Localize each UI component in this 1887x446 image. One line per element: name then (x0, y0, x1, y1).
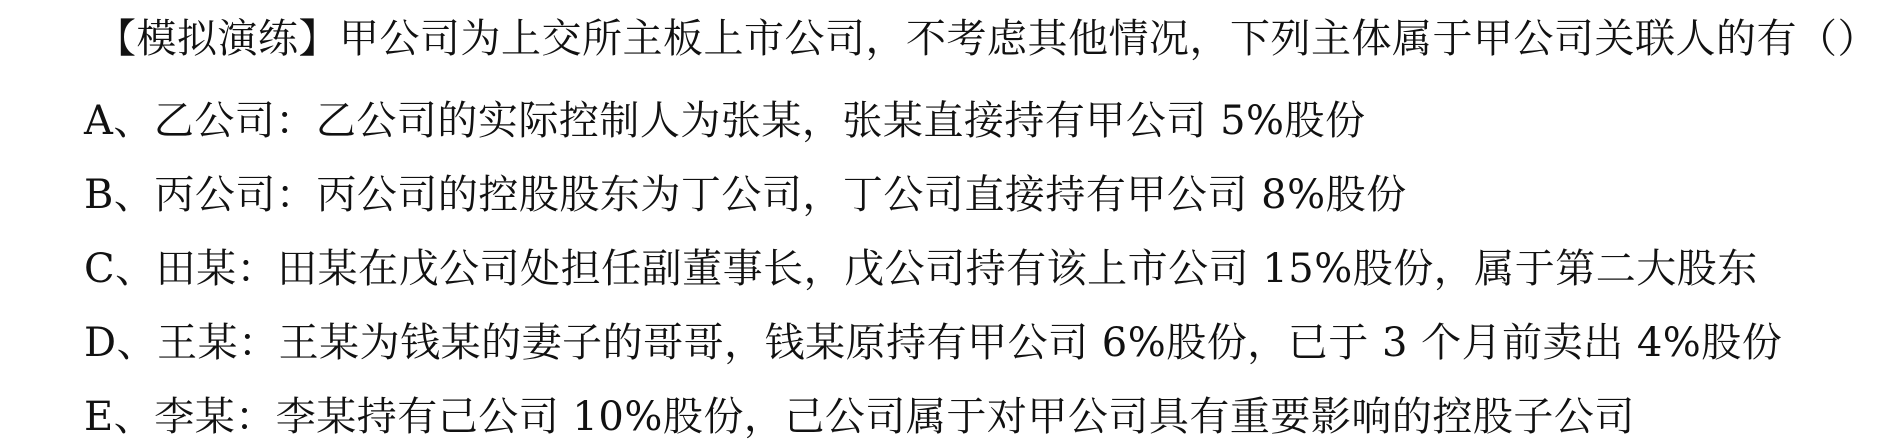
option-d-text: 、王某：王某为钱某的妻子的哥哥，钱某原持有甲公司 6%股份，已于 3 个月前卖出 4%股份 (116, 320, 1783, 366)
question-text: 【模拟演练】甲公司为上交所主板上市公司，不考虑其他情况，下列主体属于甲公司关联人的有（） (96, 16, 1878, 62)
option-b (84, 170, 1407, 220)
option-d (84, 318, 1782, 368)
option-a (84, 96, 1366, 146)
option-c (84, 244, 1758, 294)
option-a-text: 、乙公司：乙公司的实际控制人为张某，张某直接持有甲公司 5%股份 (113, 98, 1366, 144)
option-e-text: 、李某：李某持有己公司 10%股份，己公司属于对甲公司具有重要影响的控股子公司 (113, 394, 1635, 440)
option-d-letter: D (84, 320, 117, 366)
option-e-letter: E (84, 394, 114, 440)
option-b-text: 、丙公司：丙公司的控股股东为丁公司，丁公司直接持有甲公司 8%股份 (113, 172, 1407, 218)
option-c-text: 、田某：田某在戊公司处担任副董事长，戊公司持有该上市公司 15%股份，属于第二大股东 (115, 246, 1758, 292)
question-stem (96, 14, 1878, 64)
option-a-letter: A (84, 98, 114, 144)
option-c-letter: C (84, 246, 116, 292)
option-b-letter: B (84, 172, 114, 218)
option-e (84, 392, 1635, 442)
